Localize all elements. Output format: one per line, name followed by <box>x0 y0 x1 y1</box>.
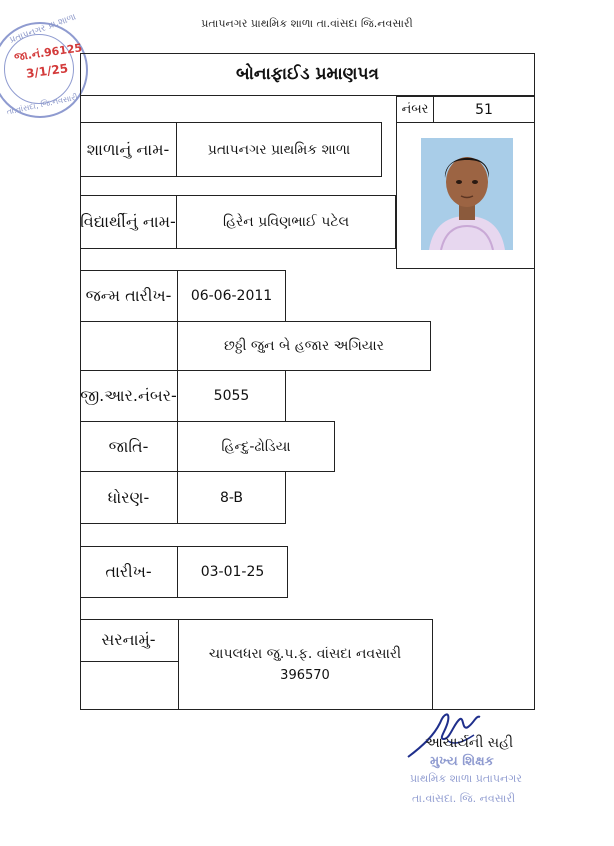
stamp-number: જા.નં.96125 <box>13 41 83 64</box>
number-value: 51 <box>475 101 493 118</box>
student-value: હિરેન પ્રવિણભાઈ પટેલ <box>222 214 350 230</box>
signature-school: પ્રાથમિક શાળા પ્રતાપનગર <box>410 772 522 785</box>
dob-label-cell <box>80 270 178 322</box>
certificate-title: બોનાફાઈડ પ્રમાણપત્ર <box>236 64 379 84</box>
address-line1: ચાપલધરા જુ.પ.ફ. વાંસદા નવસારી <box>208 646 402 662</box>
address-value-cell <box>178 619 433 710</box>
address-label-lower-cell <box>80 661 179 710</box>
stamp-ring-top-text: પ્રતાપનગર પ્રા.શાળા <box>8 12 78 46</box>
date-label-cell <box>80 546 178 598</box>
student-photo <box>421 138 513 250</box>
date-value: 03-01-25 <box>200 564 265 580</box>
school-value: પ્રતાપનગર પ્રાથમિક શાળા <box>207 141 351 158</box>
title-row <box>80 53 535 96</box>
number-value-cell <box>433 96 535 123</box>
school-header-line: પ્રતાપનગર પ્રાથમિક શાળા તા.વાંસદા જિ.નવસારી <box>201 17 413 30</box>
date-value-cell <box>177 546 288 598</box>
number-label: નંબર <box>401 102 429 117</box>
caste-value-cell <box>177 421 335 472</box>
signature-designation: મુખ્ય શિક્ષક <box>430 754 494 769</box>
round-stamp <box>0 12 88 118</box>
school-value-cell <box>176 122 382 177</box>
caste-value: હિન્દુ-ઢોડિયા <box>221 438 291 455</box>
address-pin: 396570 <box>280 668 330 683</box>
student-label-cell <box>80 195 177 249</box>
dob-value-cell <box>177 270 286 322</box>
address-label: સરનામું- <box>101 630 156 649</box>
stamp-date: 3/1/25 <box>25 61 69 81</box>
gr-value-cell <box>177 370 286 422</box>
gr-label-cell <box>80 370 178 422</box>
signature-label: આચાર્યની સહી <box>425 735 514 751</box>
dob-words-label-cell <box>80 321 178 371</box>
school-label-cell <box>80 122 177 177</box>
signature-place: તા.વાંસદા. જિ. નવસારી <box>412 792 516 805</box>
gr-value: 5055 <box>213 388 250 404</box>
address-label-cell <box>80 619 179 662</box>
dob-words-cell <box>177 321 431 371</box>
std-value: 8-B <box>219 489 244 506</box>
number-label-cell <box>396 96 434 123</box>
std-label-cell <box>80 471 178 524</box>
date-label: તારીખ- <box>105 562 152 581</box>
stamp-ring-bottom-text: તા.વાંસદા, જિ.નવસારી <box>5 92 79 117</box>
school-label: શાળાનું નામ- <box>86 139 170 159</box>
caste-label: જાતિ- <box>108 436 149 456</box>
std-value-cell <box>177 471 286 524</box>
dob-value: 06-06-2011 <box>190 288 273 304</box>
std-label: ધોરણ- <box>107 487 150 507</box>
dob-label: જન્મ તારીખ- <box>85 286 172 305</box>
caste-label-cell <box>80 421 178 472</box>
dob-words-value: છઠ્ઠી જુન બે હજાર અગિયાર <box>224 338 384 354</box>
student-label: વિદ્યાર્થીનું નામ- <box>80 212 176 231</box>
gr-label: જી.આર.નંબર- <box>80 386 177 405</box>
student-value-cell <box>176 195 396 249</box>
